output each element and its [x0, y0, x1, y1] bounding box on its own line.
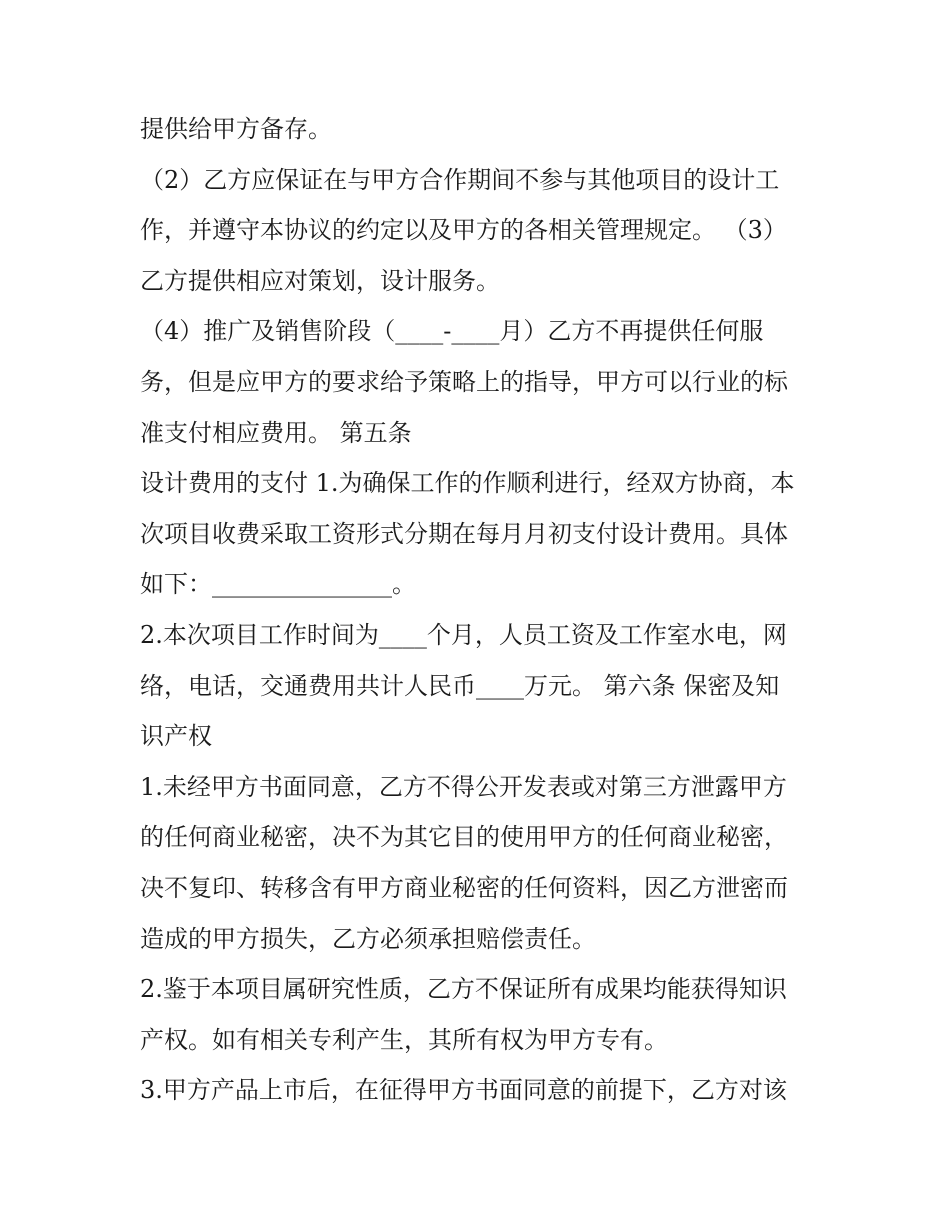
text-line: 次项目收费采取工资形式分期在每月月初支付设计费用。具体	[140, 519, 788, 548]
text-line: （2）乙方应保证在与甲方合作期间不参与其他项目的设计工	[140, 165, 780, 194]
text-line: 3.甲方产品上市后，在征得甲方书面同意的前提下，乙方对该	[140, 1076, 787, 1105]
text-line: 提供给甲方备存。	[140, 115, 332, 143]
text-line: 设计费用的支付 1.为确保工作的作顺利进行，经双方协商，本	[140, 469, 795, 498]
text-line: 准支付相应费用。 第五条	[140, 418, 412, 447]
text-line: 产权。如有相关专利产生，其所有权为甲方专有。	[140, 1025, 668, 1054]
text-line: 络，电话，交通费用共计人民币____万元。 第六条 保密及知	[140, 671, 780, 700]
text-line: 决不复印、转移含有甲方商业秘密的任何资料，因乙方泄密而	[140, 873, 788, 902]
text-line: 作，并遵守本协议的约定以及甲方的各相关管理规定。 （3）	[140, 216, 787, 245]
text-line: 识产权	[140, 722, 212, 751]
text-line: 1.未经甲方书面同意，乙方不得公开发表或对第三方泄露甲方	[140, 772, 787, 801]
text-line: 如下：_______________。	[140, 570, 416, 599]
text-line: 造成的甲方损失，乙方必须承担赔偿责任。	[140, 924, 596, 953]
document-body	[140, 104, 830, 1116]
text-line: 乙方提供相应对策划，设计服务。	[140, 266, 500, 295]
text-line: 务，但是应甲方的要求给予策略上的指导，甲方可以行业的标	[140, 367, 788, 396]
text-line: 2.本次项目工作时间为____个月，人员工资及工作室水电，网	[140, 620, 787, 649]
text-line: （4）推广及销售阶段（____-____月）乙方不再提供任何服	[140, 317, 764, 346]
text-line: 的任何商业秘密，决不为其它目的使用甲方的任何商业秘密，	[140, 823, 788, 852]
text-line: 2.鉴于本项目属研究性质，乙方不保证所有成果均能获得知识	[140, 975, 787, 1004]
